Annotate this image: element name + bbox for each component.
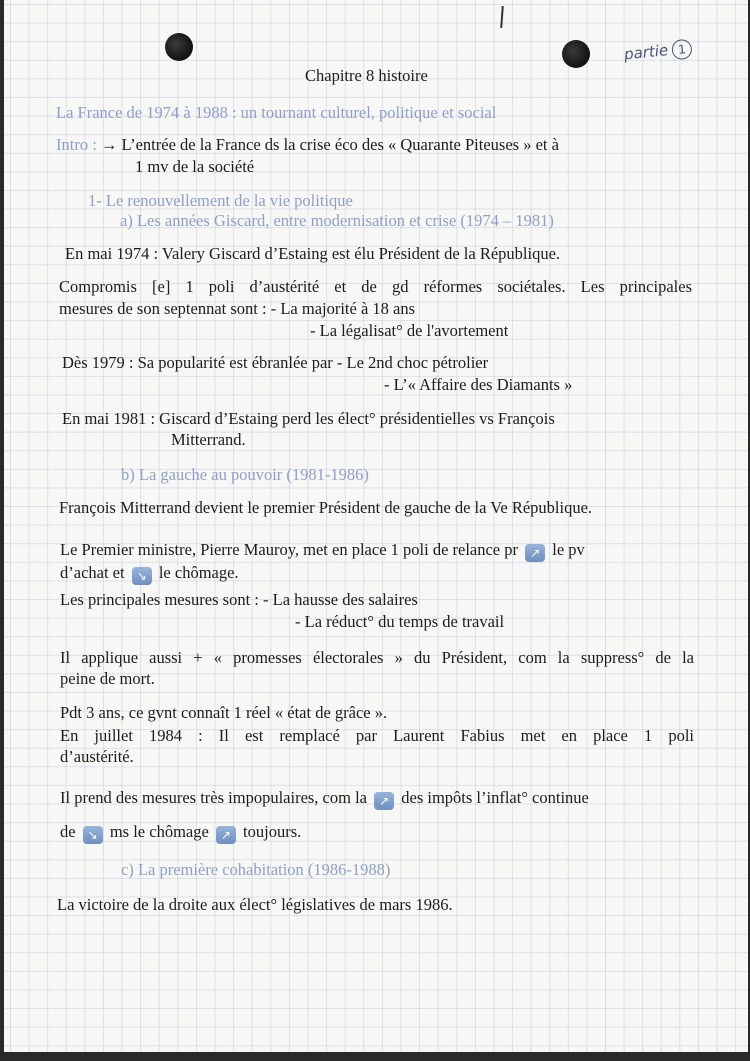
binder-hole-left [165,33,193,61]
b-paragraph-1: François Mitterrand devient le premier Président de gauche de la Ve République. [59,498,593,517]
intro-label: Intro : [56,135,97,154]
partie-number: 1 [671,38,693,60]
b-paragraph-6-line-1 [60,788,589,810]
intro-text-1: L’entrée de la France ds la crise éco des « Quarante Piteuses » et à [121,135,559,154]
b-p2-text-d: le chômage. [158,563,239,582]
partie-text: partie [623,41,669,64]
main-title: La France de 1974 à 1988 : un tournant culturel, politique et social [56,103,497,122]
b-paragraph-4-line-2: peine de mort. [60,669,155,688]
b-p6-text-d: ms le chômage [109,822,209,841]
c-paragraph-1: La victoire de la droite aux élect° législatives de mars 1986. [57,895,453,914]
arrow-up-icon: ↗ [525,544,545,562]
b-p2-text-b: le pv [552,540,585,559]
chapter-title: Chapitre 8 histoire [305,66,428,85]
b-p6-text-e: toujours. [243,822,302,841]
b-paragraph-6-line-2 [60,822,301,844]
subsection-b-title: b) La gauche au pouvoir (1981-1986) [121,465,369,484]
b-p6-text-c: de [60,822,76,841]
a-paragraph-4-line-1: En mai 1981 : Giscard d’Estaing perd les élect° présidentielles vs François [62,409,555,428]
subsection-a-title: a) Les années Giscard, entre modernisation et crise (1974 – 1981) [120,211,554,230]
subsection-c-title: c) La première cohabitation (1986-1988) [121,860,391,879]
b-paragraph-3-line-2: - La réduct° du temps de travail [295,612,505,631]
partie-label [623,38,693,65]
a-paragraph-4-line-2: Mitterrand. [171,430,246,449]
b-paragraph-3-line-1: Les principales mesures sont : - La hausse des salaires [60,590,418,609]
b-p2-text-c: d’achat et [60,563,125,582]
b-paragraph-5-line-2: En juillet 1984 : Il est remplacé par Laurent Fabius met en place 1 poli [60,726,694,745]
a-paragraph-3-line-2: - L’« Affaire des Diamants » [384,375,573,394]
b-paragraph-2-line-2 [60,563,239,585]
b-paragraph-5-line-3: d’austérité. [60,747,134,766]
b-p6-text-b: des impôts l’inflat° continue [401,788,589,807]
arrow-up-icon: ↗ [216,826,236,844]
binder-hole-right [562,40,590,68]
b-p2-text-a: Le Premier ministre, Pierre Mauroy, met en place 1 poli de relance pr [60,540,519,559]
a-paragraph-1: En mai 1974 : Valery Giscard d’Estaing est élu Président de la République. [65,244,561,263]
intro-line-1 [56,135,559,155]
pen-mark [500,6,504,28]
a-paragraph-3-line-1: Dès 1979 : Sa popularité est ébranlée par - Le 2nd choc pétrolier [62,353,489,372]
arrow-down-icon: ↘ [132,567,152,585]
a-paragraph-2-line-3: - La légalisat° de l'avortement [310,321,509,340]
arrow-down-icon: ↘ [83,826,103,844]
intro-line-2: 1 mv de la société [135,157,255,176]
b-paragraph-2-line-1 [60,540,585,562]
arrow-up-icon: ↗ [374,792,394,810]
a-paragraph-2-line-1: Compromis [e] 1 poli d’austérité et de gd réformes sociétales. Les principales [59,277,692,296]
arrow-right-icon: → [100,135,118,154]
b-p6-text-a: Il prend des mesures très impopulaires, com la [60,788,367,807]
b-paragraph-4-line-1: Il applique aussi + « promesses électorales » du Président, com la suppress° de la [60,648,694,667]
section-1-title: 1- Le renouvellement de la vie politique [88,191,353,210]
b-paragraph-5-line-1: Pdt 3 ans, ce gvnt connaît 1 réel « état de grâce ». [60,703,388,722]
a-paragraph-2-line-2: mesures de son septennat sont : - La majorité à 18 ans [59,299,416,318]
notebook-page [4,0,748,1052]
